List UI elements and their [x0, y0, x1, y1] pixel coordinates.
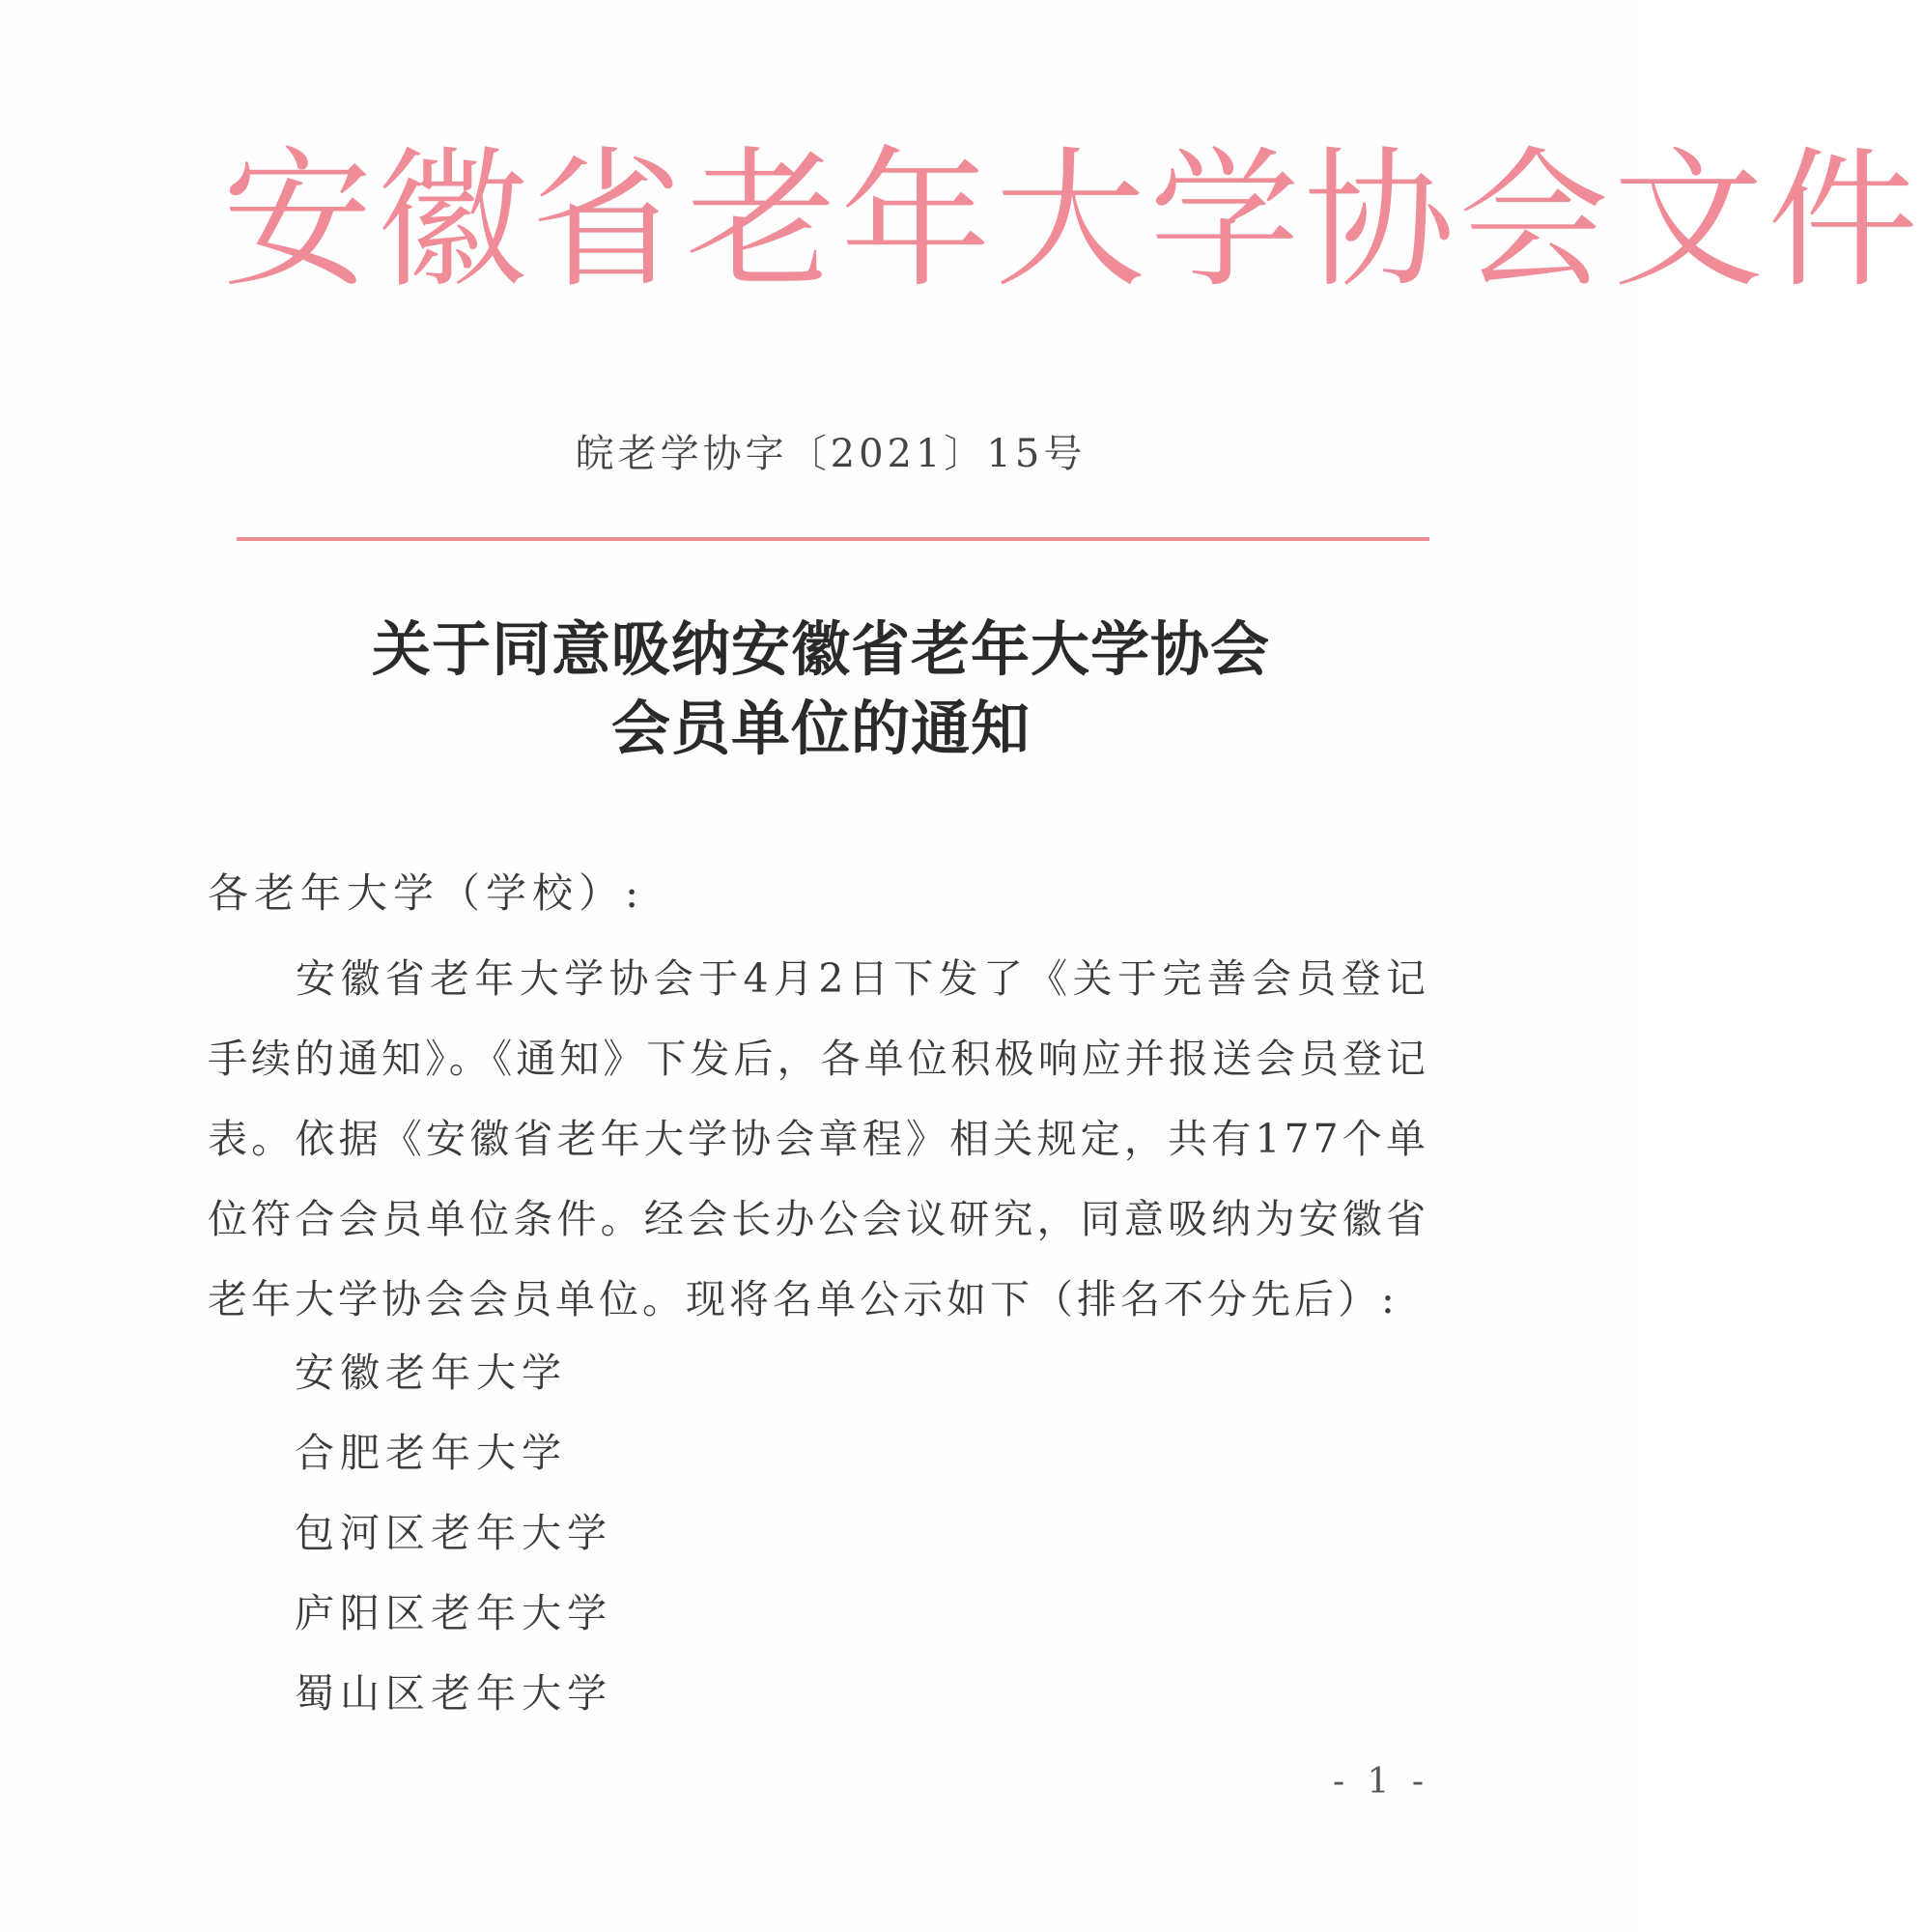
member-list	[295, 1333, 612, 1734]
member-item: 庐阳区老年大学	[295, 1590, 612, 1636]
letterhead-title: 安徽省老年大学协会文件	[222, 132, 1922, 308]
red-divider-line	[237, 537, 1429, 541]
member-item: 包河区老年大学	[295, 1510, 612, 1556]
document-number: 皖老学协字〔2021〕15号	[575, 432, 1087, 476]
salutation: 各老年大学（学校）:	[208, 869, 645, 917]
member-item: 合肥老年大学	[295, 1430, 567, 1476]
notice-title-line-1: 关于同意吸纳安徽省老年大学协会	[371, 615, 1270, 684]
notice-title	[241, 611, 1400, 769]
body-paragraph: 安徽省老年大学协会于4月2日下发了《关于完善会员登记手续的通知》。《通知》下发后，各单位积极响应并报送会员登记表。依据《安徽省老年大学协会章程》相关规定，共有177个单位符合会员单位条件。经会长办公会议研究，同意吸纳为安徽省老年大学协会会员单位。现将名单公示如下（排名不分先后）:	[208, 955, 1429, 1322]
member-item: 蜀山区老年大学	[295, 1670, 612, 1717]
member-item: 安徽老年大学	[295, 1350, 567, 1396]
notice-title-line-2: 会员单位的通知	[610, 695, 1031, 763]
page-number: - 1 -	[1332, 1762, 1430, 1802]
